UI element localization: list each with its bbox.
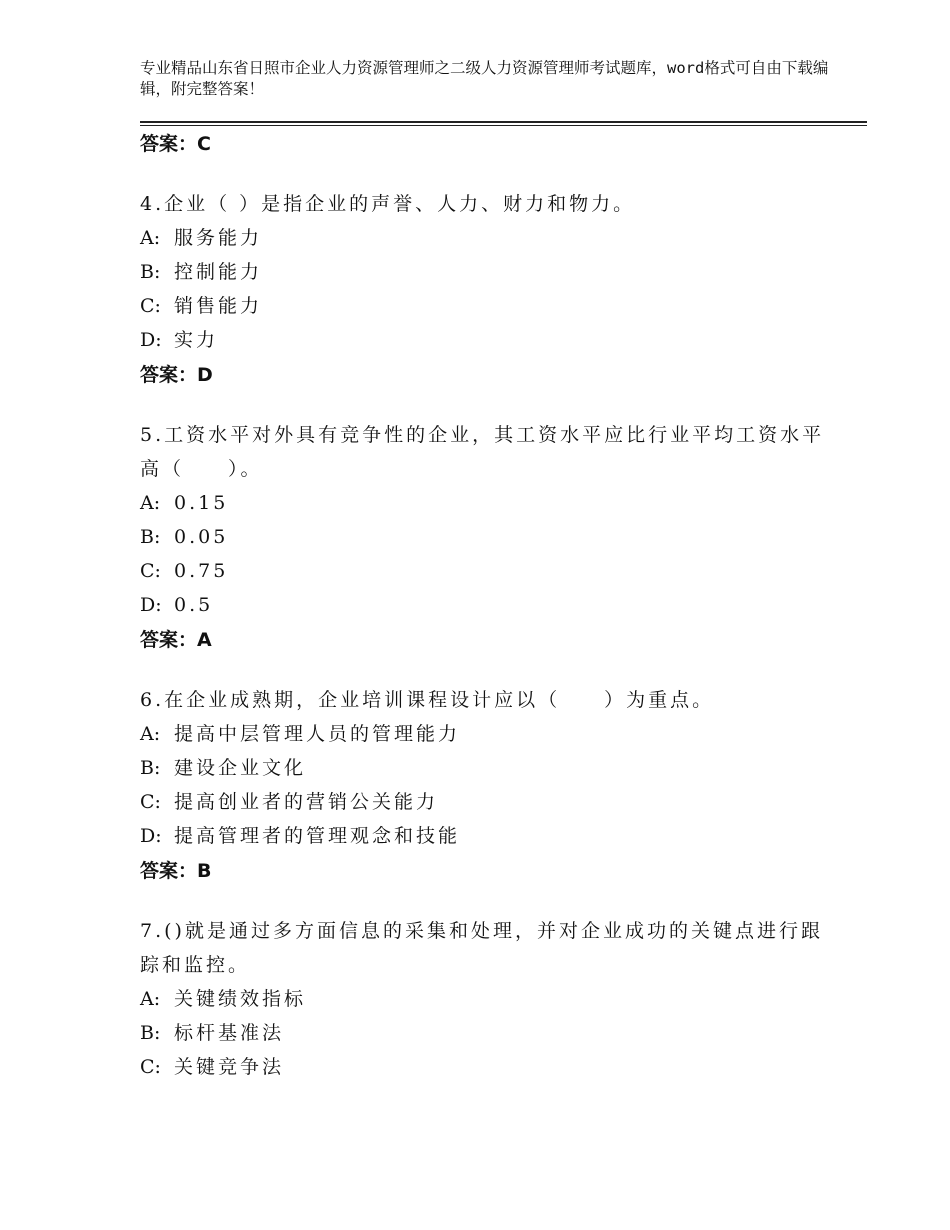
option-letter: B: <box>140 526 161 548</box>
option-letter: B: <box>140 1022 161 1044</box>
question-7 <box>140 914 830 1084</box>
option-letter: D: <box>140 329 162 351</box>
option-text: 控制能力 <box>174 261 263 283</box>
question-answer: 答案：A <box>140 629 212 651</box>
option-d <box>140 819 830 853</box>
option-text: 销售能力 <box>174 295 263 317</box>
document-header: 专业精品山东省日照市企业人力资源管理师之二级人力资源管理师考试题库，word格式可自由下载编辑，附完整答案！ <box>140 59 829 98</box>
question-4 <box>140 187 830 392</box>
option-text: 提高管理者的管理观念和技能 <box>174 825 461 847</box>
option-letter: B: <box>140 261 161 283</box>
option-text: 关键竞争法 <box>174 1056 285 1078</box>
option-text: 建设企业文化 <box>174 757 307 779</box>
option-text: 实力 <box>174 329 219 351</box>
question-stem: 5.工资水平对外具有竞争性的企业，其工资水平应比行业平均工资水平高（ ）。 <box>140 424 825 480</box>
question-list <box>140 126 830 1084</box>
option-b <box>140 255 830 289</box>
option-letter: A: <box>140 723 161 745</box>
option-c <box>140 554 830 588</box>
option-a <box>140 486 830 520</box>
option-letter: A: <box>140 988 161 1010</box>
option-letter: B: <box>140 757 161 779</box>
option-a <box>140 717 830 751</box>
question-answer: 答案：B <box>140 860 212 882</box>
option-letter: A: <box>140 492 161 514</box>
option-letter: D: <box>140 594 162 616</box>
question-answer: 答案：D <box>140 364 213 386</box>
option-d <box>140 588 830 622</box>
option-d <box>140 323 830 357</box>
option-text: 标杆基准法 <box>174 1022 285 1044</box>
option-text: 0.5 <box>174 594 214 616</box>
option-letter: A: <box>140 227 161 249</box>
option-c <box>140 785 830 819</box>
previous-answer: 答案：C <box>140 133 211 155</box>
question-6 <box>140 683 830 888</box>
option-text: 提高创业者的营销公关能力 <box>174 791 439 813</box>
option-text: 提高中层管理人员的管理能力 <box>174 723 461 745</box>
option-letter: C: <box>140 295 161 317</box>
option-b <box>140 751 830 785</box>
option-text: 0.15 <box>174 492 229 514</box>
question-stem: 7.()就是通过多方面信息的采集和处理，并对企业成功的关键点进行跟踪和监控。 <box>140 920 823 976</box>
question-5 <box>140 418 830 657</box>
question-stem: 6.在企业成熟期，企业培训课程设计应以（ ）为重点。 <box>140 689 715 711</box>
option-a <box>140 982 830 1016</box>
option-b <box>140 520 830 554</box>
option-c <box>140 1050 830 1084</box>
option-text: 服务能力 <box>174 227 263 249</box>
option-b <box>140 1016 830 1050</box>
option-letter: C: <box>140 1056 161 1078</box>
option-letter: D: <box>140 825 162 847</box>
option-letter: C: <box>140 560 161 582</box>
option-text: 0.75 <box>174 560 229 582</box>
option-c <box>140 289 830 323</box>
question-stem: 4.企业（ ）是指企业的声誉、人力、财力和物力。 <box>140 193 636 215</box>
option-a <box>140 221 830 255</box>
option-text: 0.05 <box>174 526 229 548</box>
header-rule-thick <box>140 121 867 123</box>
option-text: 关键绩效指标 <box>174 988 307 1010</box>
option-letter: C: <box>140 791 161 813</box>
